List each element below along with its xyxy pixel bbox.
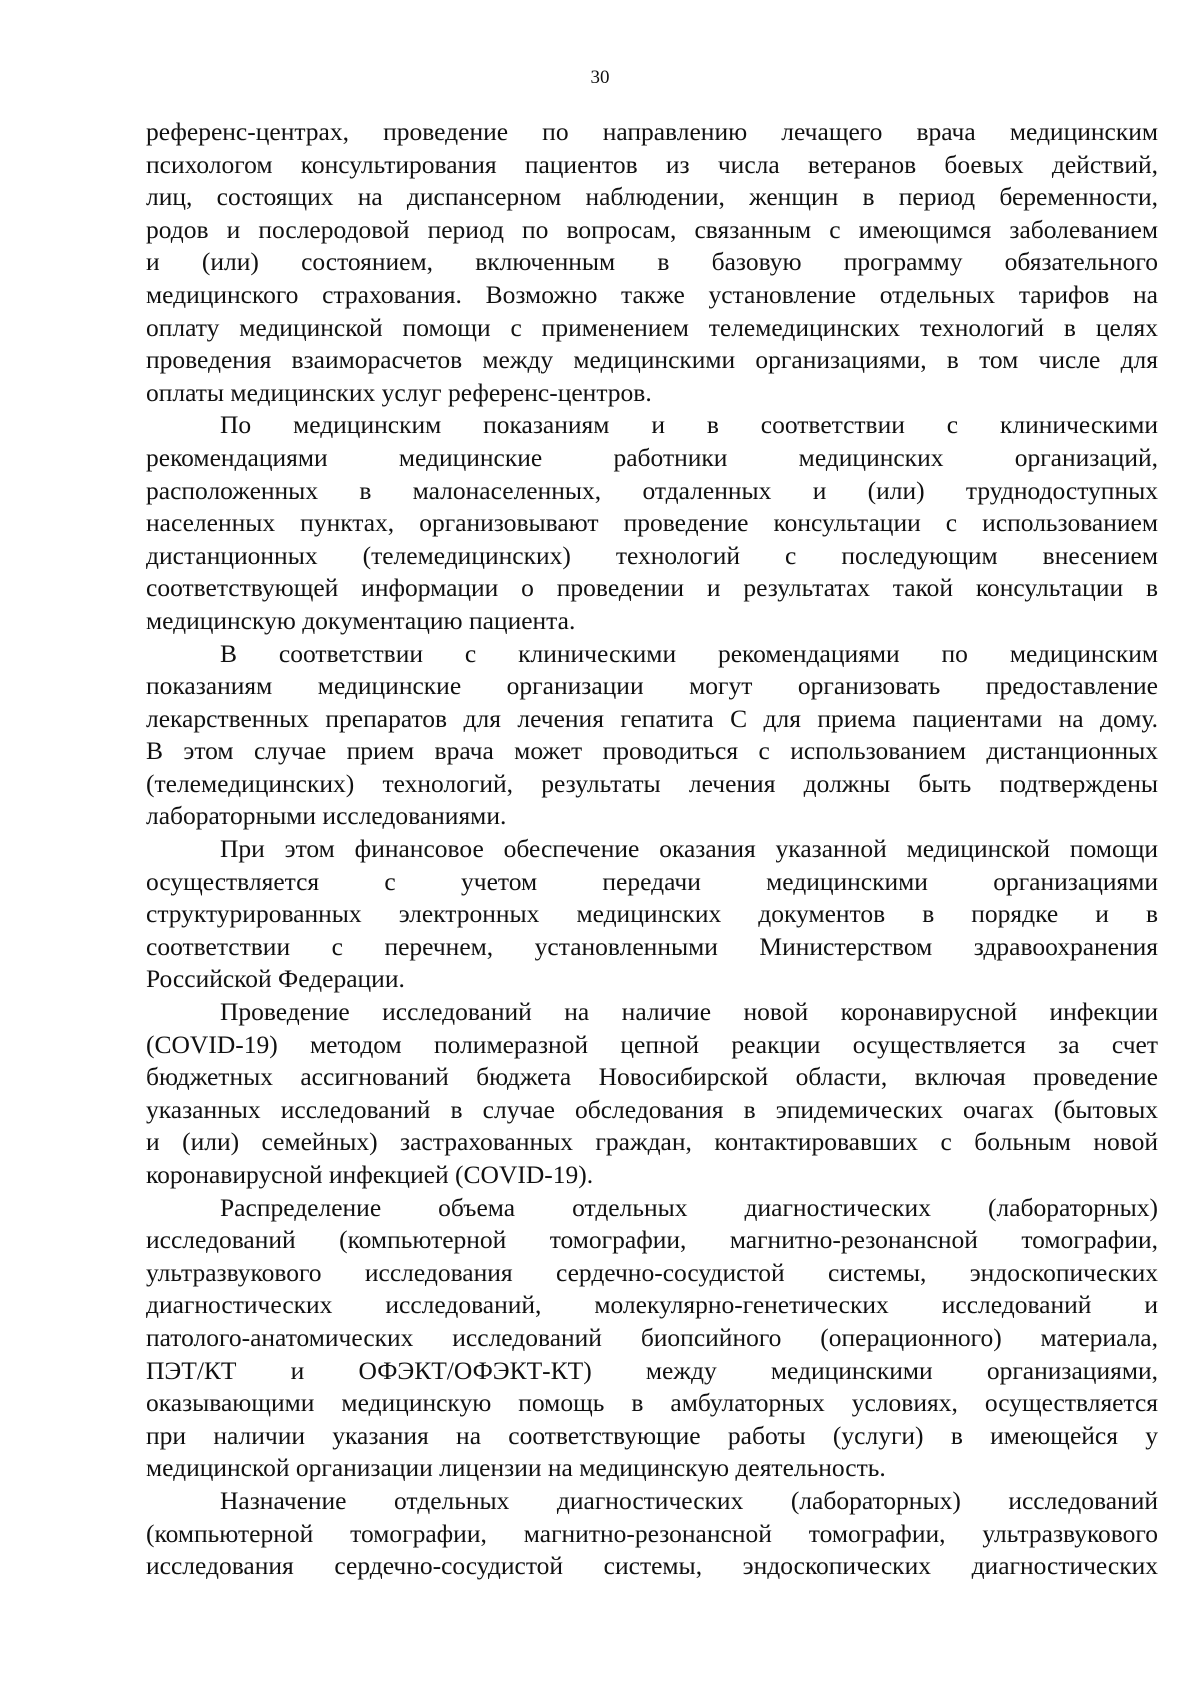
text-line: коронавирусной инфекцией (COVID-19). [146, 1160, 594, 1189]
text-line: указанных исследований в случае обследования в эпидемических очагах (бытовых [146, 1094, 1158, 1124]
text-line: В этом случае прием врача может проводиться с использованием дистанционных [146, 736, 1158, 766]
text-line: Российской Федерации. [146, 964, 405, 994]
paragraph [146, 1192, 1158, 1485]
text-line: при наличии указания на соответствующие работы (услуги) в имеющейся у [146, 1420, 1158, 1450]
paragraph [146, 996, 1158, 1192]
text-line: Назначение отдельных диагностических (лабораторных) исследований [220, 1485, 1158, 1515]
text-line: По медицинским показаниям и в соответствии с клиническими [220, 410, 1158, 440]
text-line: соответствующей информации о проведении и результатах такой консультации в [146, 573, 1158, 603]
text-line: ультразвукового исследования сердечно-сосудистой системы, эндоскопических [146, 1257, 1158, 1287]
text-line: рекомендациями медицинские работники медицинских организаций, [146, 442, 1158, 472]
page-number: 30 [590, 67, 610, 88]
text-line: ПЭТ/КТ и ОФЭКТ/ОФЭКТ-КТ) между медицинскими организациями, [146, 1355, 1158, 1385]
text-line: проведения взаиморасчетов между медицинскими организациями, в том числе для [146, 345, 1158, 375]
text-line: оплату медицинской помощи с применением телемедицинских технологий в целях [146, 312, 1158, 342]
text-line: лекарственных препаратов для лечения гепатита С для приема пациентами на дому. [146, 703, 1158, 733]
text-line: (COVID-19) методом полимеразной цепной реакции осуществляется за счет [146, 1029, 1158, 1059]
paragraph [146, 116, 1158, 409]
text-line: и (или) состоянием, включенным в базовую программу обязательного [146, 247, 1158, 277]
text-line: При этом финансовое обеспечение оказания указанной медицинской помощи [220, 834, 1158, 864]
text-line: показаниям медицинские организации могут организовать предоставление [146, 671, 1158, 701]
text-line: исследования сердечно-сосудистой системы, эндоскопических диагностических [146, 1551, 1158, 1581]
text-line: осуществляется с учетом передачи медицинскими организациями [146, 866, 1158, 896]
paragraph [146, 638, 1158, 834]
text-line: исследований (компьютерной томографии, магнитно-резонансной томографии, [146, 1225, 1158, 1255]
text-line: патолого-анатомических исследований биопсийного (операционного) материала, [146, 1322, 1158, 1352]
text-line: и (или) семейных) застрахованных граждан, контактировавших с больным новой [146, 1127, 1158, 1157]
text-line: референс-центрах, проведение по направлению лечащего врача медицинским [146, 117, 1158, 146]
paragraph [146, 1485, 1158, 1583]
text-line: Проведение исследований на наличие новой коронавирусной инфекции [220, 997, 1158, 1027]
text-line: медицинскую документацию пациента. [146, 605, 576, 635]
text-line: лиц, состоящих на диспансерном наблюдении, женщин в период беременности, [146, 182, 1158, 212]
text-line: диагностических исследований, молекулярно-генетических исследований и [146, 1290, 1158, 1320]
text-line: дистанционных (телемедицинских) технологий с последующим внесением [146, 540, 1158, 570]
text-line: В соответствии с клиническими рекомендациями по медицинским [220, 638, 1158, 668]
text-line: медицинской организации лицензии на медицинскую деятельность. [146, 1453, 886, 1483]
text-line: (телемедицинских) технологий, результаты лечения должны быть подтверждены [146, 768, 1158, 798]
document-body [146, 116, 1158, 1583]
text-line: оказывающими медицинскую помощь в амбулаторных условиях, осуществляется [146, 1388, 1158, 1418]
text-line: родов и послеродовой период по вопросам, связанным с имеющимся заболеванием [146, 214, 1158, 244]
text-line: расположенных в малонаселенных, отдаленных и (или) труднодоступных [146, 475, 1158, 505]
text-line: (компьютерной томографии, магнитно-резонансной томографии, ультразвукового [146, 1518, 1158, 1548]
text-line: структурированных электронных медицинских документов в порядке и в [146, 899, 1158, 929]
paragraph [146, 833, 1158, 996]
text-line: лабораторными исследованиями. [146, 801, 507, 831]
text-line: оплаты медицинских услуг референс-центров. [146, 377, 652, 407]
text-line: населенных пунктах, организовывают проведение консультации с использованием [146, 508, 1158, 538]
text-line: бюджетных ассигнований бюджета Новосибирской области, включая проведение [146, 1062, 1158, 1092]
text-line: Распределение объема отдельных диагностических (лабораторных) [220, 1192, 1158, 1222]
paragraph [146, 409, 1158, 637]
text-line: соответствии с перечнем, установленными Министерством здравоохранения [146, 931, 1158, 961]
text-line: психологом консультирования пациентов из числа ветеранов боевых действий, [146, 149, 1158, 179]
text-line: медицинского страхования. Возможно также установление отдельных тарифов на [146, 279, 1158, 309]
